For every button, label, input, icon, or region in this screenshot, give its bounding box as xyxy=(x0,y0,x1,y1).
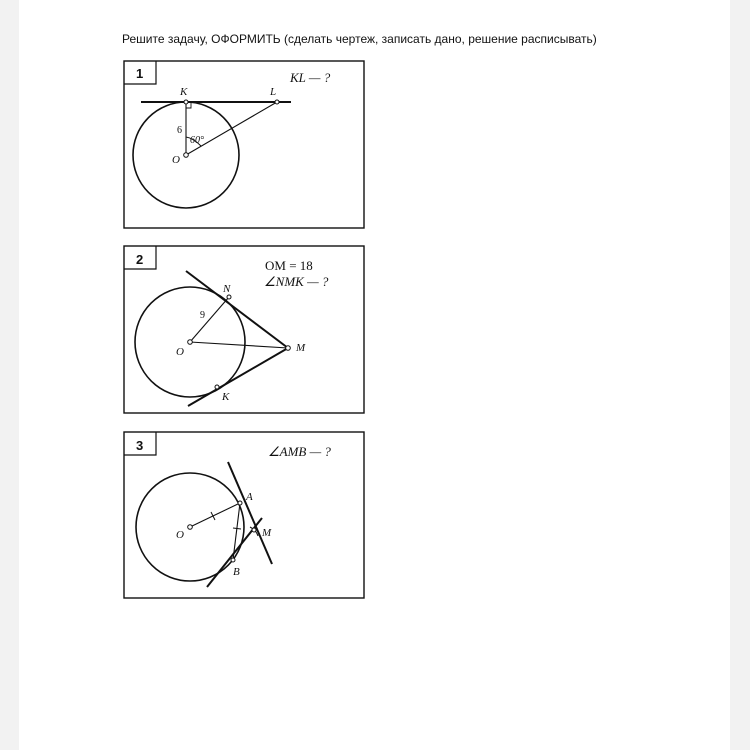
label-radius: 6 xyxy=(177,125,182,136)
radius-tick xyxy=(211,512,215,520)
label-b: B xyxy=(233,566,240,578)
problem-2-question: ∠NMK — ? xyxy=(264,274,329,289)
point-a xyxy=(238,501,242,505)
label-m: M xyxy=(296,342,306,354)
label-angle: 60° xyxy=(190,135,204,146)
chord-tick xyxy=(233,528,241,529)
problem-1-number: 1 xyxy=(136,66,144,81)
point-b xyxy=(231,558,235,562)
radius-oa xyxy=(190,503,240,527)
label-radius: 9 xyxy=(200,310,205,321)
label-k: K xyxy=(180,86,188,98)
label-o: O xyxy=(172,154,180,166)
point-o xyxy=(188,525,193,530)
problem-1-question: KL — ? xyxy=(290,70,331,85)
label-a: A xyxy=(246,491,253,503)
label-o: O xyxy=(176,346,184,358)
instruction-text: Решите задачу, ОФОРМИТЬ (сделать чертеж, записать дано, решение расписывать) xyxy=(122,32,597,46)
label-m: M xyxy=(262,527,272,539)
label-k: K xyxy=(222,391,230,403)
label-n: N xyxy=(223,283,231,295)
point-m xyxy=(252,528,256,532)
problem-3-question: ∠AMB — ? xyxy=(268,444,331,459)
problem-2-number: 2 xyxy=(136,252,144,267)
problem-3-number: 3 xyxy=(136,438,144,453)
problem-2-given: OM = 18 xyxy=(265,258,313,273)
label-l: L xyxy=(270,86,277,98)
label-o: O xyxy=(176,529,184,541)
